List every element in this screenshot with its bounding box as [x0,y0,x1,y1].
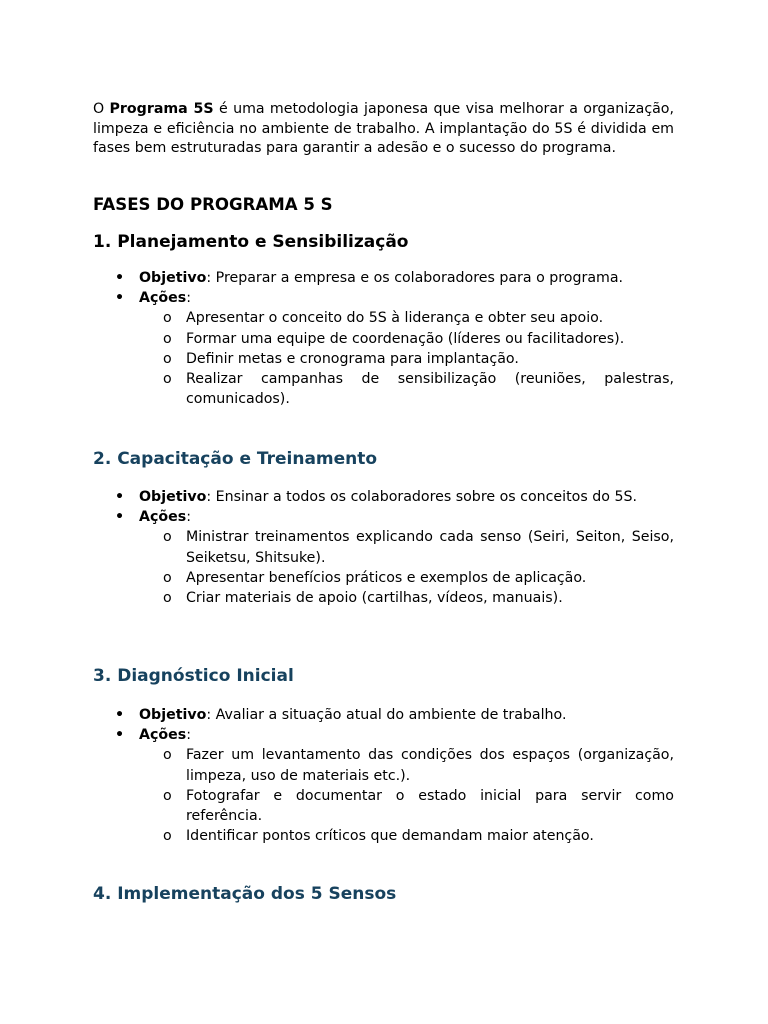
objetivo-text: Preparar a empresa e os colaboradores para o programa. [215,270,624,286]
intro-text: é uma metodologia japonesa que visa melhorar a organização, limpeza e eficiência no ambiente de trabalho. A implantação do 5S é dividida em fases bem estruturadas para garantir a adesão e o sucesso do programa. [93,101,675,157]
phase-2-section [93,487,674,608]
sub-bullet-icon: o [163,828,172,845]
phase-4-heading: 4. Implementação dos 5 Sensos [93,884,397,904]
acao-item: o Apresentar benefícios práticos e exemplos de aplicação. [93,568,674,588]
phase-1-acoes: • Ações: [93,288,674,308]
bullet-icon: • [115,290,125,307]
acao-item: o Criar materiais de apoio (cartilhas, vídeos, manuais). [93,588,674,608]
bullet-icon: • [115,270,125,286]
acao-item: o Apresentar o conceito do 5S à liderança e obter seu apoio. [93,308,674,328]
sub-bullet-icon: o [163,747,172,764]
intro-prefix: O [93,101,110,117]
acao-item: o Formar uma equipe de coordenação (líderes ou facilitadores). [93,329,674,349]
objetivo-text: Avaliar a situação atual do ambiente de trabalho. [215,707,567,723]
acao-item: o Fazer um levantamento das condições dos espaços (organização, limpeza, uso de materiais etc.). [163,747,674,784]
acoes-label: Ações [139,727,187,744]
sub-bullet-icon: o [163,371,172,388]
objetivo-text: Ensinar a todos os colaboradores sobre os conceitos do 5S. [215,489,637,505]
acao-item: o Fotografar e documentar o estado inicial para servir como referência. [163,787,674,825]
phase-2-heading: 2. Capacitação e Treinamento [93,449,378,469]
phase-1-section [93,268,674,409]
phase-3-acoes: • Ações: [93,725,674,745]
acoes-label: Ações [139,509,187,526]
acao-item: o Identificar pontos críticos que demandam maior atenção. [93,826,674,846]
sub-bullet-icon: o [163,529,172,546]
phase-1-heading: 1. Planejamento e Sensibilização [93,232,409,252]
bullet-icon: • [115,489,125,505]
phase-3-heading: 3. Diagnóstico Inicial [93,666,294,686]
sub-bullet-icon: o [163,330,172,347]
sub-bullet-icon: o [163,569,172,586]
phase-2-objetivo: • Objetivo: Ensinar a todos os colaboradores sobre os conceitos do 5S. [93,487,674,507]
acao-item: o Definir metas e cronograma para implantação. [93,349,674,369]
intro-paragraph [93,100,674,159]
phase-1-objetivo: • Objetivo: Preparar a empresa e os colaboradores para o programa. [93,268,674,288]
acao-item: o Realizar campanhas de sensibilização (reuniões, palestras, comunicados). [163,371,674,408]
intro-bold-term: Programa 5S [109,101,214,117]
sub-bullet-icon: o [163,787,172,804]
phase-3-objetivo: • Objetivo: Avaliar a situação atual do ambiente de trabalho. [93,705,674,725]
acao-item: o Ministrar treinamentos explicando cada senso (Seiri, Seiton, Seiso, Seiketsu, Shitsuke). [163,529,674,566]
acoes-label: Ações [139,290,187,307]
bullet-icon: • [115,707,125,723]
bullet-icon: • [115,727,125,744]
sub-bullet-icon: o [163,350,172,367]
phase-3-section [93,705,674,846]
bullet-icon: • [115,509,125,526]
phase-2-acoes: • Ações: [93,507,674,527]
sub-bullet-icon: o [163,590,172,607]
sub-bullet-icon: o [163,310,172,327]
objetivo-label: Objetivo [139,489,207,505]
document-title: FASES DO PROGRAMA 5 S [93,195,333,214]
objetivo-label: Objetivo [139,270,207,286]
objetivo-label: Objetivo [139,707,207,723]
